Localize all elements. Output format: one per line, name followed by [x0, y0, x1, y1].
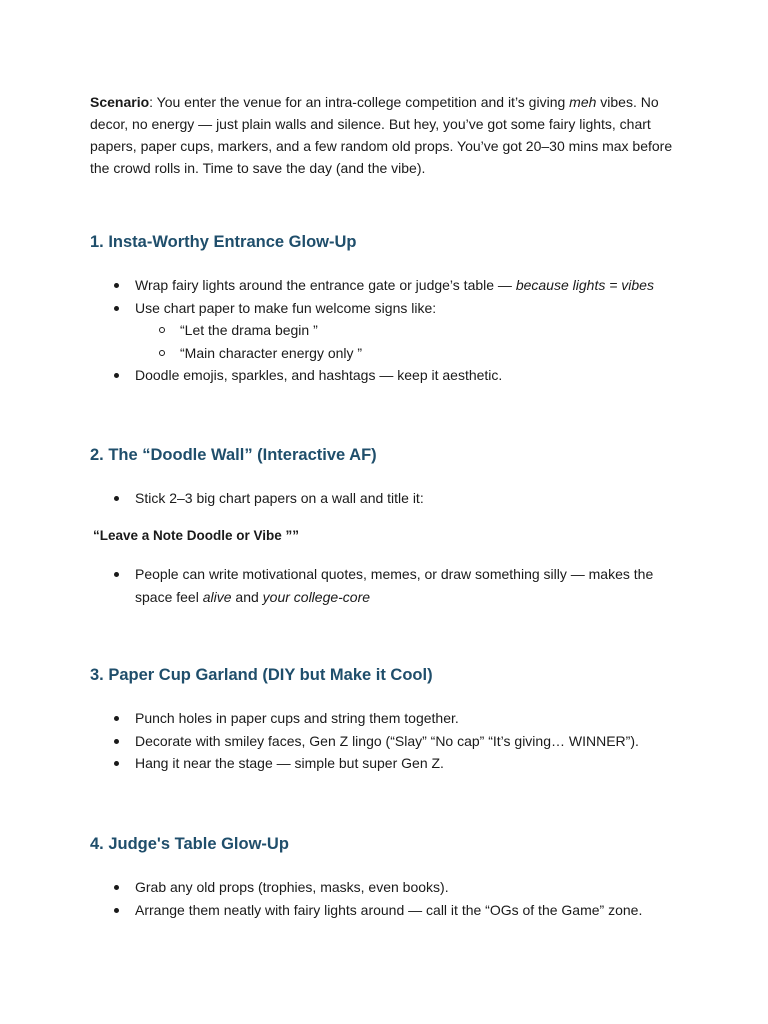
sub-list-item-text: “Main character energy only ” [180, 344, 363, 361]
list-item-text: Punch holes in paper cups and string them together. [135, 710, 459, 726]
list-item [90, 730, 710, 753]
section-4-heading: 4. Judge's Table Glow-Up [90, 835, 289, 853]
bullet-icon [114, 373, 119, 378]
list-item [90, 487, 710, 510]
list-item [90, 707, 710, 730]
section-2-heading: 2. The “Doodle Wall” (Interactive AF) [90, 446, 377, 464]
bullet-icon [114, 306, 119, 311]
list-item-text: Use chart paper to make fun welcome signs like: [135, 299, 437, 316]
sub-list-item [135, 342, 710, 365]
list-item [90, 899, 710, 922]
scenario-label: Scenario [90, 94, 150, 110]
list-item-text: Decorate with smiley faces, Gen Z lingo (“Slay” “No cap” “It’s giving… WINNER”). [135, 732, 639, 749]
section-3-list [90, 707, 710, 775]
scenario-paragraph [90, 91, 680, 179]
bullet-icon [114, 739, 119, 744]
section-4-list [90, 876, 710, 921]
list-item [90, 563, 690, 608]
doodle-wall-title-block [90, 525, 690, 547]
bullet-icon [114, 496, 119, 501]
bullet-icon [114, 908, 119, 913]
list-item [90, 297, 710, 365]
section-2-list-1 [90, 487, 710, 510]
list-item [90, 752, 710, 775]
scenario-emphasis: meh [569, 94, 597, 110]
scenario-text-1: : You enter the venue for an intra-college competition and it’s giving [149, 94, 570, 110]
bullet-icon [114, 761, 119, 766]
bullet-icon [114, 572, 119, 577]
hollow-bullet-icon [159, 350, 165, 356]
bullet-icon [114, 716, 119, 721]
list-item-text: Stick 2–3 big chart papers on a wall and title it: [135, 490, 424, 506]
list-item-text: Arrange them neatly with fairy lights around — call it the “OGs of the Game” zone. [135, 901, 643, 918]
sub-list-item-text: “Let the drama begin ” [180, 322, 318, 338]
list-item [90, 274, 710, 297]
list-item-text: Hang it near the stage — simple but super Gen Z. [135, 755, 444, 771]
bullet-icon [114, 283, 119, 288]
list-item-italic: because lights = vibes [515, 277, 654, 293]
list-item-italic: alive [202, 588, 232, 605]
list-item-text: Grab any old props (trophies, masks, even books). [135, 879, 449, 895]
section-3 [90, 664, 690, 686]
list-item [90, 876, 710, 899]
list-item-text: Wrap fairy lights around the entrance gate or judge’s table — [135, 277, 516, 293]
list-item-text: Doodle emojis, sparkles, and hashtags — keep it aesthetic. [135, 367, 503, 383]
section-1 [90, 231, 690, 253]
section-1-list [90, 274, 710, 387]
list-item-text: People can write motivational quotes, memes, or draw something silly — makes the space feel [135, 566, 654, 605]
bullet-icon [114, 885, 119, 890]
section-4 [90, 833, 690, 855]
list-item [90, 364, 710, 387]
section-2-list-2 [90, 563, 690, 608]
section-1-heading: 1. Insta-Worthy Entrance Glow-Up [90, 233, 357, 251]
section-3-heading: 3. Paper Cup Garland (DIY but Make it Cool) [90, 666, 433, 684]
doodle-wall-title: “Leave a Note Doodle or Vibe ”” [93, 528, 300, 543]
section-2 [90, 444, 690, 466]
scenario-text-2: vibes. No decor, no energy — just plain walls and silence. But hey, you’ve got some fairy lights, chart papers, paper cups, markers, and a few random old props. You’ve got 20–30 mins max before the crowd rolls in. Time to save the day (and the vibe). [90, 94, 673, 176]
list-item-text: and [231, 588, 263, 605]
sub-list-item [135, 319, 710, 342]
list-item-italic: your college-core [262, 588, 371, 605]
hollow-bullet-icon [159, 327, 165, 333]
